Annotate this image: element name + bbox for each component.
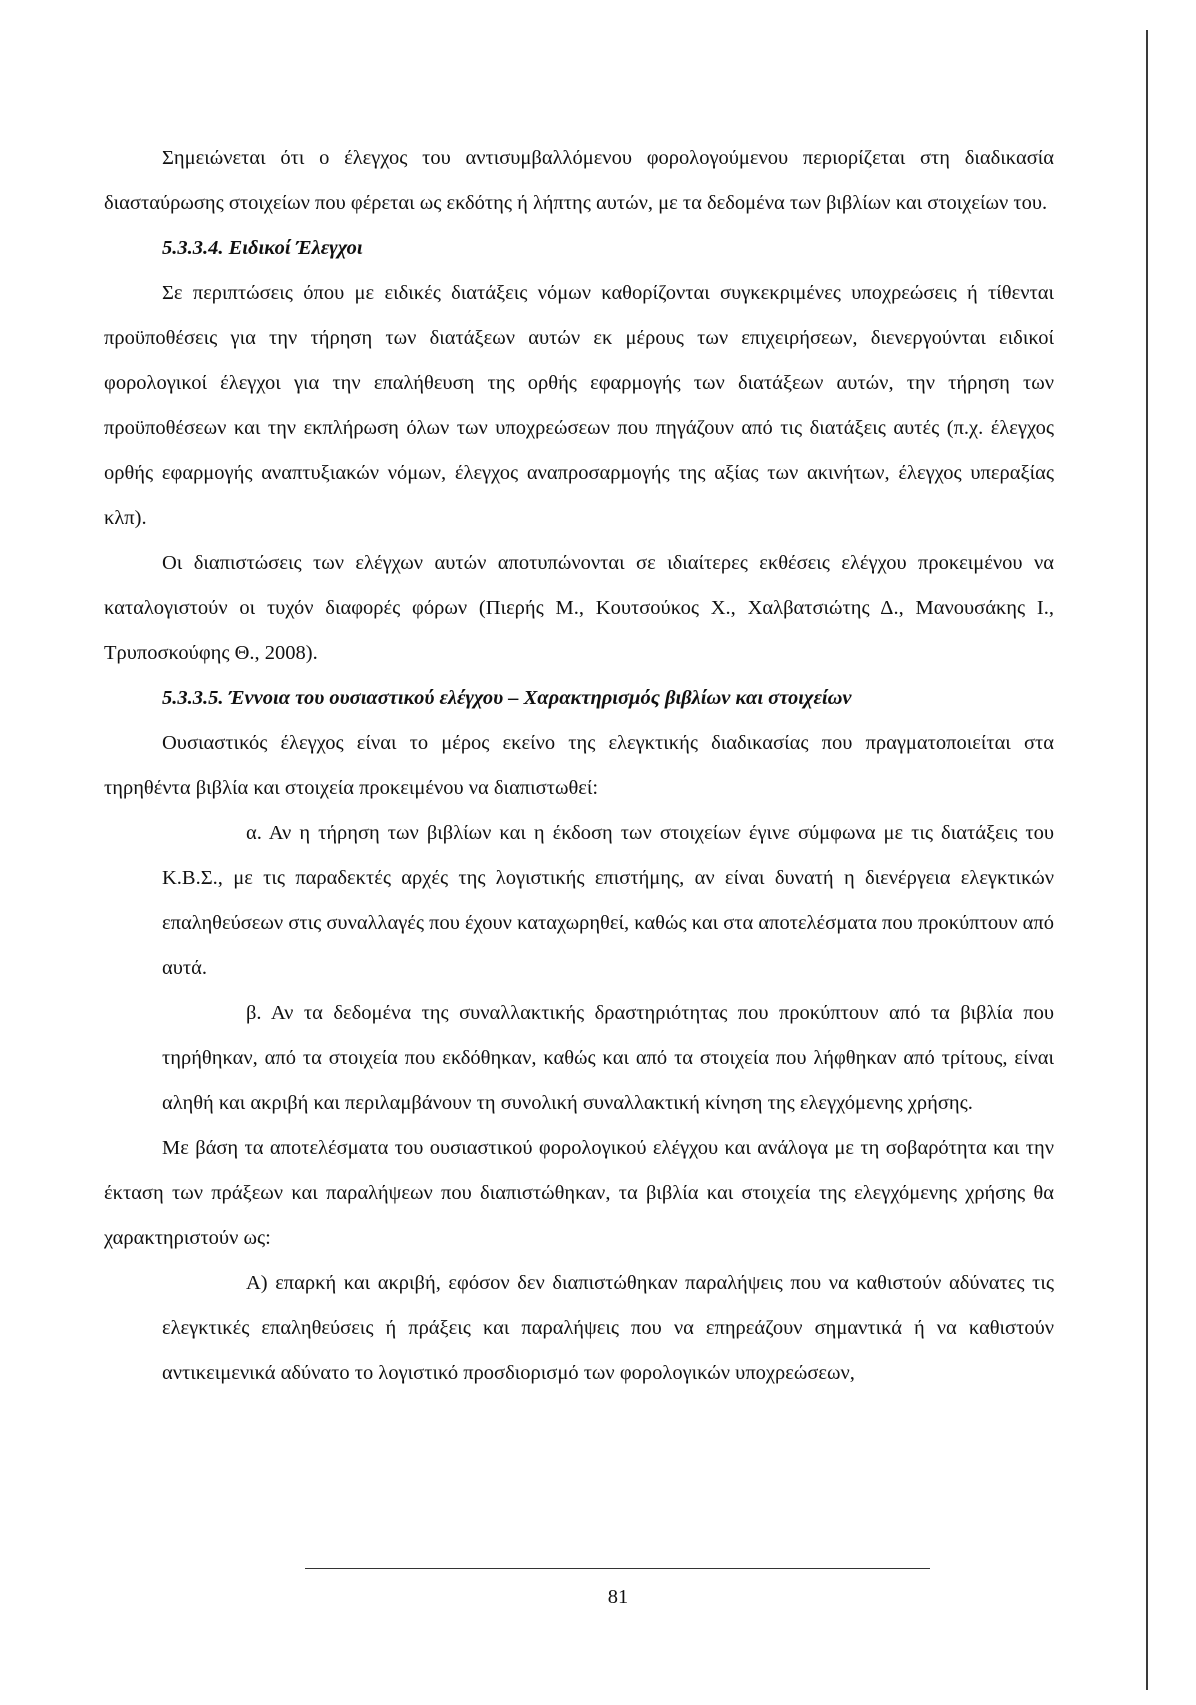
list-item-beta: β. Αν τα δεδομένα της συναλλακτικής δραστηριότητας που προκύπτουν από τα βιβλία που τηρήθηκαν, από τα στοιχεία που εκδόθηκαν, καθώς και από τα στοιχεία που λήφθηκαν από τρίτους, είναι αληθή και ακριβή και περιλαμβάνουν τη συνολική συναλλακτική κίνηση της ελεγχόμενης χρήσης.	[162, 1002, 1054, 1114]
section-heading-special-audits: 5.3.3.4. Ειδικοί Έλεγχοι	[162, 237, 363, 259]
section-heading-substantive-audit: 5.3.3.5. Έννοια του ουσιαστικού ελέγχου – Χαρακτηρισμός βιβλίων και στοιχείων	[162, 687, 852, 709]
page-number: 81	[607, 1586, 629, 1608]
paragraph-special-audits: Σε περιπτώσεις όπου με ειδικές διατάξεις νόμων καθορίζονται συγκεκριμένες υποχρεώσεις ή τίθενται προϋποθέσεις για την τήρηση των διατάξεων αυτών εκ μέρους των επιχειρήσεων, διενεργούνται ειδικοί φορολογικοί έλεγχοι για την επαλήθευση της ορθής εφαρμογής των διατάξεων αυτών, την τήρηση των προϋποθέσεων και την εκπλήρωση όλων των υποχρεώσεων που πηγάζουν από τις διατάξεις αυτές (π.χ. έλεγχος ορθής εφαρμογής αναπτυξιακών νόμων, έλεγχος αναπροσαρμογής της αξίας των ακινήτων, έλεγχος υπεραξίας κλπ).	[104, 282, 1054, 529]
paragraph-intro: Σημειώνεται ότι ο έλεγχος του αντισυμβαλλόμενου φορολογούμενου περιορίζεται στη διαδικασία διασταύρωσης στοιχείων που φέρεται ως εκδότης ή λήπτης αυτών, με τα δεδομένα των βιβλίων και στοιχείων του.	[104, 147, 1054, 214]
paragraph-findings: Οι διαπιστώσεις των ελέγχων αυτών αποτυπώνονται σε ιδιαίτερες εκθέσεις ελέγχου προκειμένου να καταλογιστούν οι τυχόν διαφορές φόρων (Πιερής Μ., Κουτσούκος Χ., Χαλβατσιώτης Δ., Μανουσάκης Ι., Τρυποσκούφης Θ., 2008).	[104, 552, 1054, 664]
list-item-a-sufficient: Α) επαρκή και ακριβή, εφόσον δεν διαπιστώθηκαν παραλήψεις που να καθιστούν αδύνατες τις ελεγκτικές επαληθεύσεις ή πράξεις και παραλήψεις που να επηρεάζουν σημαντικά ή να καθιστούν αντικειμενικά αδύνατο το λογιστικό προσδιορισμό των φορολογικών υποχρεώσεων,	[162, 1272, 1054, 1384]
list-item-alpha: α. Αν η τήρηση των βιβλίων και η έκδοση των στοιχείων έγινε σύμφωνα με τις διατάξεις του Κ.Β.Σ., με τις παραδεκτές αρχές της λογιστικής επιστήμης, αν είναι δυνατή η διενέργεια ελεγκτικών επαληθεύσεων στις συναλλαγές που έχουν καταχωρηθεί, καθώς και στα αποτελέσματα που προκύπτουν από αυτά.	[162, 822, 1054, 979]
paragraph-characterization: Με βάση τα αποτελέσματα του ουσιαστικού φορολογικού ελέγχου και ανάλογα με τη σοβαρότητα και την έκταση των πράξεων και παραλήψεων που διαπιστώθηκαν, τα βιβλία και στοιχεία της ελεγχόμενης χρήσης θα χαρακτηριστούν ως:	[104, 1137, 1054, 1249]
paragraph-substantive-definition: Ουσιαστικός έλεγχος είναι το μέρος εκείνο της ελεγκτικής διαδικασίας που πραγματοποιείται στα τηρηθέντα βιβλία και στοιχεία προκειμένου να διαπιστωθεί:	[104, 732, 1054, 799]
document-body	[104, 136, 1054, 1396]
page-edge-line	[1146, 30, 1148, 1690]
footer-rule	[305, 1568, 930, 1569]
